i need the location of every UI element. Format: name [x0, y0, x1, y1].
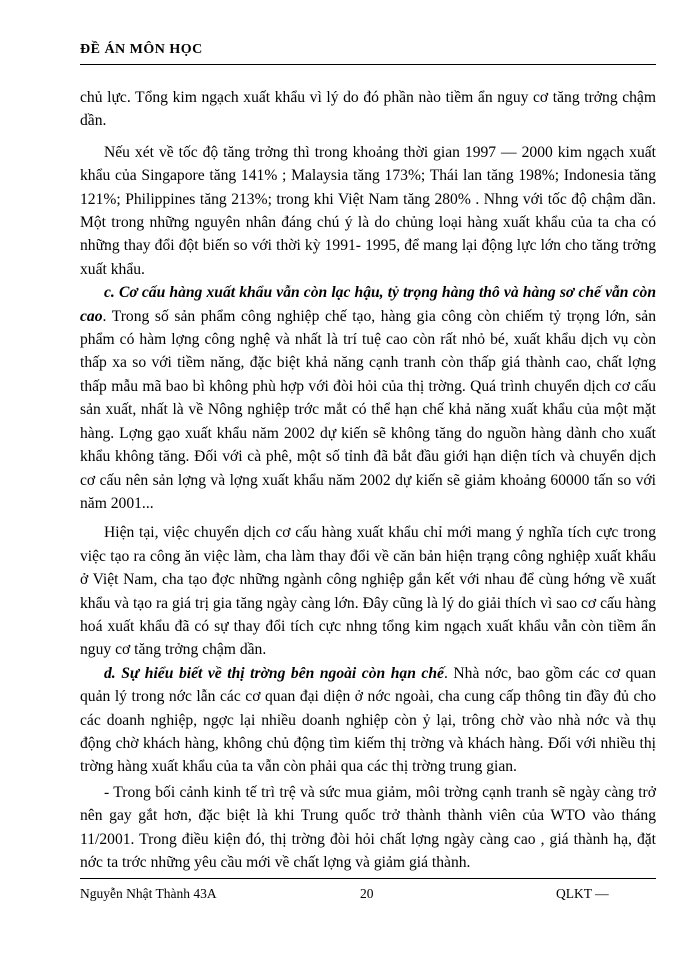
paragraph-competition: - Trong bối cảnh kinh tế trì trệ và sức mua giảm, môi trờng cạnh tranh sẽ ngày càng trở nên gay gắt hơn, đặc biệt là khi Trung quốc trở thành thành viên của WTO vào tháng 11/2001. Trong điều kiện đó, thị trờng đòi hỏi chất lợng ngày càng cao , giá thành hạ, đặt nớc ta trớc những yêu cầu mới về chất lợng và giảm giá thành. — [80, 783, 656, 871]
section-heading-d: d. Sự hiểu biết về thị trờng bên ngoài còn hạn chế — [104, 664, 444, 682]
footer-department: QLKT — — [556, 886, 609, 901]
document-body — [80, 86, 656, 874]
footer-author: Nguyễn Nhật Thành 43A — [80, 886, 217, 901]
page-header-title: ĐỀ ÁN MÔN HỌC — [80, 42, 203, 57]
paragraph-market-knowledge — [80, 662, 656, 779]
paragraph-export-structure — [80, 281, 656, 515]
paragraph-growth-rates: Nếu xét về tốc độ tăng trởng thì trong khoảng thời gian 1997 — 2000 kim ngạch xuất khẩu của Singapore tăng 141% ; Malaysia tăng 173%; Thái lan tăng 198%; Indonesia tăng 121%; Philippines tăng 213%; trong khi Việt Nam tăng 280% . Nhng với tốc độ chậm dần. Một trong những nguyên nhân đáng chú ý là do chủng loại hàng xuất khẩu của ta cha có những thay đổi đột biến so với thời kỳ 1991- 1995, để mang lại động lực lớn cho tăng trởng xuất khẩu. — [80, 143, 656, 278]
paragraph-market-knowledge-text: . Nhà nớc, bao gồm các cơ quan quản lý trong nớc lẫn các cơ quan đại diện ở nớc ngoài, cha cung cấp thông tin đầy đủ cho các doanh nghiệp, ngợc lại nhiều doanh nghiệp còn ỷ lại, trông chờ vào nhà nớc và thụ động chờ khách hàng, không chủ động tìm kiếm thị trờng và khách hàng. Đối với nhiều thị trờng hàng xuất khẩu của ta vẫn còn phải qua các thị trờng trung gian. — [80, 664, 656, 776]
page-number: 20 — [360, 886, 374, 901]
paragraph-continuation: chủ lực. Tổng kim ngạch xuất khẩu vì lý do đó phần nào tiềm ẩn nguy cơ tăng trởng chậm dần. — [80, 89, 656, 130]
footer-rule — [80, 878, 656, 879]
paragraph-export-structure-text: . Trong số sản phẩm công nghiệp chế tạo, hàng gia công còn chiếm tỷ trọng lớn, sản phẩm có hàm lợng công nghệ và nhất là trí tuệ cao còn rất nhỏ bé, xuất khẩu dịch vụ còn thấp xa so với tiềm năng, đặc biệt khả năng cạnh tranh còn thấp giá thành cao, chất lợng thấp mẫu mã bao bì không phù hợp với đòi hỏi của thị trờng. Quá trình chuyển dịch cơ cấu sản xuất, nhất là về Nông nghiệp trớc mắt có thể hạn chế khả năng xuất khẩu của một mặt hàng. Lợng gạo xuất khẩu năm 2002 dự kiến sẽ không tăng do nguồn hàng dành cho xuất khẩu không tăng. Đối với cà phê, một số tỉnh đã bắt đầu giới hạn diện tích và chuyển dịch cơ cấu nên sản lợng và lợng xuất khẩu năm 2002 dự kiến sẽ giảm khoảng 60000 tấn so với năm 2001... — [80, 307, 656, 512]
paragraph-current-shift: Hiện tại, việc chuyển dịch cơ cấu hàng xuất khẩu chỉ mới mang ý nghĩa tích cực trong việc tạo ra công ăn việc làm, cha làm thay đổi về căn bản hiện trạng công nghiệp xuất khẩu ở Việt Nam, cha tạo đợc những ngành công nghiệp gắn kết với nhau để cùng hớng về xuất khẩu và tạo ra giá trị gia tăng ngày càng lớn. Đây cũng là lý do giải thích vì sao cơ cấu hàng hoá xuất khẩu đã có sự thay đổi tích cực nhng tổng kim ngạch xuất khẩu vẫn còn tiềm ẩn nguy cơ tăng trởng chậm dần. — [80, 524, 656, 659]
header-rule — [80, 64, 656, 65]
section-heading-c: c. Cơ cấu hàng xuất khẩu vẫn còn lạc hậu, tỷ trọng hàng thô và hàng sơ chế vẫn còn cao — [80, 284, 656, 325]
